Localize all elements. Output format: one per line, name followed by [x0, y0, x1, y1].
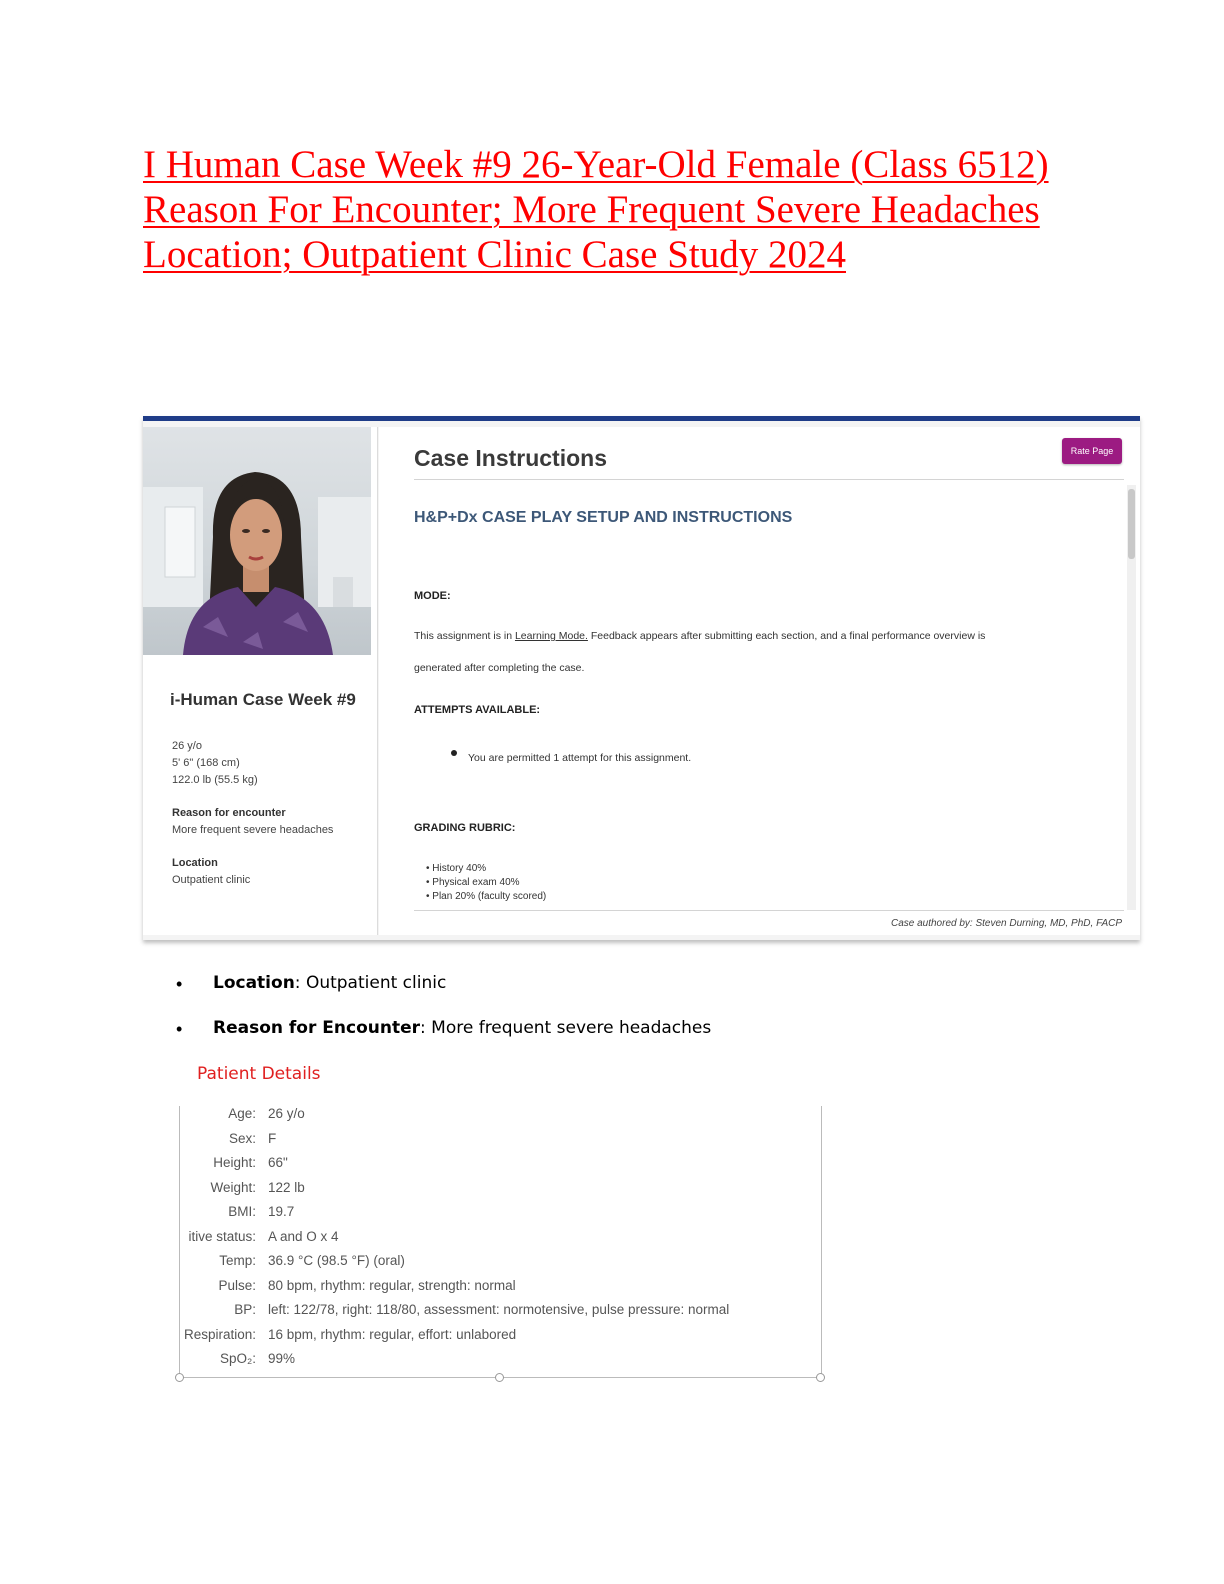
mode-text-continued: generated after completing the case. [414, 662, 585, 674]
patient-details-heading: Patient Details [197, 1064, 321, 1084]
patient-avatar [143, 427, 371, 655]
patient-card [143, 427, 378, 935]
table-row: Weight: 122 lb [210, 1179, 305, 1195]
table-row: Age: 26 y/o [228, 1106, 305, 1121]
resize-handle-icon[interactable] [816, 1373, 825, 1382]
location-value: Outpatient clinic [172, 874, 251, 886]
reason-bullet: Reason for Encounter: More frequent severe headaches [213, 1018, 712, 1038]
bullet-icon: • [176, 1019, 183, 1039]
author-credit: Case authored by: Steven Durning, MD, PhD, FACP [890, 918, 1122, 929]
location-bullet: Location: Outpatient clinic [213, 973, 447, 993]
case-instructions-pane [379, 427, 1140, 935]
patient-age: 26 y/o [172, 740, 202, 752]
patient-height: 5' 6" (168 cm) [172, 757, 240, 769]
rubric-item: • History 40% [426, 863, 487, 874]
scrollbar[interactable] [1127, 485, 1136, 910]
table-row: SpO₂: 99% [219, 1351, 296, 1366]
patient-weight: 122.0 lb (55.5 kg) [172, 774, 258, 786]
table-row: Pulse: 80 bpm, rhythm: regular, strength: normal [218, 1277, 516, 1293]
table-row: itive status: A and O x 4 [188, 1228, 339, 1244]
page-title: Case Instructions [414, 445, 607, 471]
divider [414, 479, 1124, 480]
reason-value: More frequent severe headaches [172, 824, 334, 836]
attempts-label: ATTEMPTS AVAILABLE: [414, 704, 541, 716]
section-heading: H&P+Dx CASE PLAY SETUP AND INSTRUCTIONS [414, 509, 793, 526]
mode-label: MODE: [414, 590, 451, 602]
table-row: Height: 66" [213, 1155, 288, 1170]
document-title[interactable]: I Human Case Week #9 26-Year-Old Female (Class 6512) Reason For Encounter; More Frequent Severe Headaches Location; Outpatient Clinic Case Study 2024 [143, 143, 1049, 276]
divider [414, 910, 1124, 911]
patient-details-table[interactable] [179, 1106, 822, 1378]
rubric-item: • Plan 20% (faculty scored) [426, 891, 547, 902]
learning-mode-link[interactable]: Learning Mode. [514, 630, 588, 642]
scrollbar-thumb[interactable] [1128, 489, 1135, 559]
case-name: i-Human Case Week #9 [170, 690, 356, 709]
rate-page-button[interactable]: Rate Page [1062, 438, 1122, 464]
patient-portrait-image [143, 427, 371, 655]
resize-handle-icon[interactable] [175, 1373, 184, 1382]
reason-label: Reason for encounter [172, 807, 286, 819]
table-row: Sex: F [228, 1130, 277, 1146]
rubric-label: GRADING RUBRIC: [414, 822, 516, 834]
table-row: Temp: 36.9 °C (98.5 °F) (oral) [219, 1253, 405, 1268]
attempts-text: You are permitted 1 attempt for this assignment. [468, 752, 692, 764]
rubric-item: • Physical exam 40% [426, 877, 520, 888]
table-row: BP: left: 122/78, right: 118/80, assessment: normotensive, pulse pressure: normal [234, 1302, 730, 1317]
resize-handle-icon[interactable] [495, 1373, 504, 1382]
bullet-icon [451, 750, 457, 756]
location-label: Location [172, 857, 218, 869]
bullet-icon: • [176, 974, 183, 994]
table-row: Respiration: 16 bpm, rhythm: regular, effort: unlabored [183, 1326, 517, 1342]
table-row: BMI: 19.7 [228, 1204, 295, 1219]
mode-text: This assignment is in Learning Mode. Feedback appears after submitting each section, and a final performance overview is [414, 630, 986, 642]
case-screenshot [143, 416, 1140, 940]
